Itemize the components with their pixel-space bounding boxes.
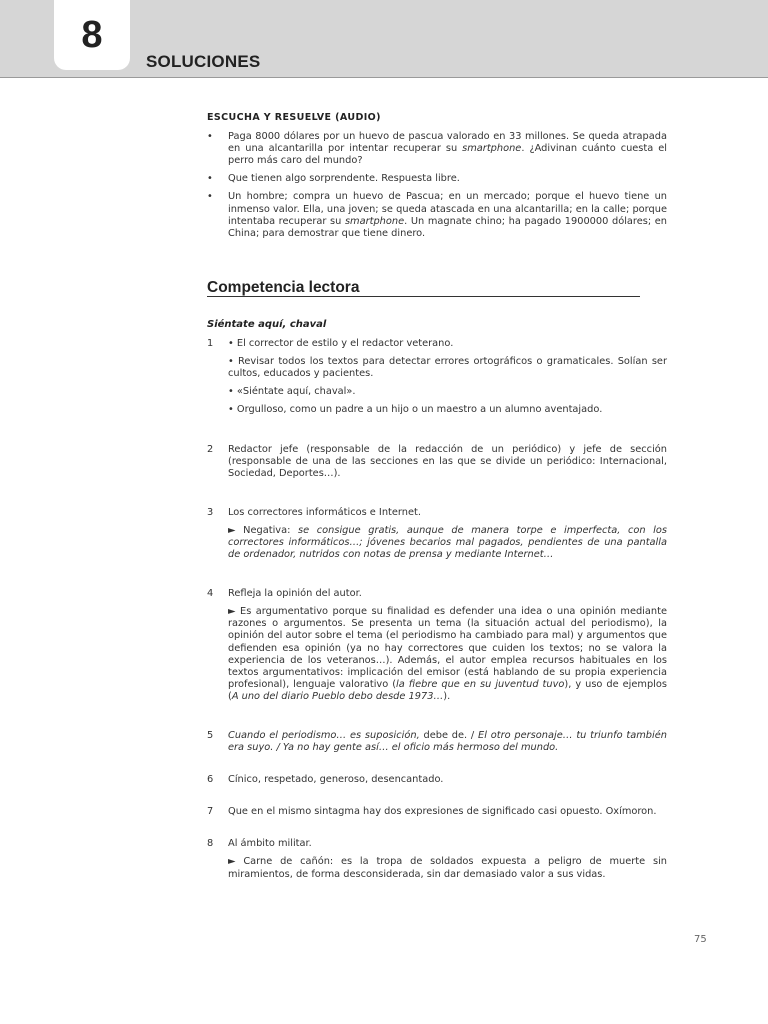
list-item: • Paga 8000 dólares por un huevo de pascua valorado en 33 millones. Se queda atrapada en una alcantarilla por intentar recuperar su smartphone. ¿Adivinan cuánto cuesta el perro más caro del mundo? bbox=[207, 131, 668, 167]
answer-number: 1 bbox=[207, 338, 214, 350]
section-title: SOLUCIONES bbox=[146, 52, 261, 71]
arrow-icon: ► bbox=[228, 856, 236, 868]
list-item: • Que tienen algo sorprendente. Respuesta libre. bbox=[207, 173, 460, 185]
audio-heading: ESCUCHA Y RESUELVE (AUDIO) bbox=[207, 112, 381, 123]
arrow-icon: ► bbox=[228, 606, 236, 618]
answer-item: 3 Los correctores informáticos e Internet. ► Negativa: se consigue gratis, aunque de manera torpe e imperfecta, con los correctores informáticos…; jóvenes becarios mal pagados, pendientes de una pantalla de ordenador, nutridos con notas de prensa y mediante Internet… bbox=[207, 506, 667, 561]
competencia-title: Competencia lectora bbox=[207, 282, 640, 297]
bullet-icon: • bbox=[207, 131, 213, 143]
answer-item: 1 • El corrector de estilo y el redactor veterano. • Revisar todos los textos para detectar errores ortográficos o gramaticales. Solían ser cultos, educados y pacientes. • «Siéntate aquí, chaval». • Orgulloso, como un padre a un hijo o un maestro a un alumno aventajado. bbox=[207, 338, 667, 416]
answer-item: 2 Redactor jefe (responsable de la redacción de un periódico) y jefe de sección (responsable de una de las secciones en las que se divide un periódico: Internacional, Sociedad, Deportes…). bbox=[207, 443, 667, 479]
answer-item: 8 Al ámbito militar. ► Carne de cañón: es la tropa de soldados expuesta a peligro de muerte sin miramientos, de forma desconsiderada, sin dar demasiado valor a sus vidas. bbox=[207, 838, 667, 880]
answer-number: 3 bbox=[207, 506, 214, 518]
reading-title: Siéntate aquí, chaval bbox=[207, 318, 327, 330]
bullet-icon: • bbox=[207, 191, 213, 203]
answer-number: 6 bbox=[207, 774, 214, 786]
audio-answers bbox=[207, 131, 667, 240]
page-content bbox=[207, 112, 667, 901]
page-number: 75 bbox=[694, 934, 707, 945]
bullet-icon: • bbox=[207, 173, 213, 185]
answer-item: 5 Cuando el periodismo… es suposición, debe de. / El otro personaje… tu triunfo también era suyo. / Ya no hay gente así… el oficio más hermoso del mundo. bbox=[207, 730, 667, 754]
arrow-icon: ► bbox=[228, 524, 236, 536]
answer-item: 4 Refleja la opinión del autor. ► Es argumentativo porque su finalidad es defender una idea o una opinión mediante razones o argumentos. Se presenta un tema (la situación actual del periodismo), la opinión del autor sobre el tema (el periodismo ha cambiado para mal) y argumentos que defienden esa opinión (ya no hay correctores que cuiden los textos; no se valora la experiencia de los veteranos…). Además, el autor emplea recursos habituales en los textos argumentativos: implicación del emisor (está hablando de su propia experiencia profesional), lenguaje valorativo (la fiebre que en su juventud tuvo), y uso de ejemplos (A uno del diario Pueblo debo desde 1973…). bbox=[207, 588, 668, 702]
list-item: • Un hombre; compra un huevo de Pascua; en un mercado; porque el huevo tiene un inmenso valor. Ella, una joven; se queda atascada en una alcantarilla; en la calle; porque intentaba recuperar su smartphone. Un magnate chino; ha pagado 1900000 dólares; en China; para demostrar que tiene dinero. bbox=[207, 191, 667, 239]
answer-item: 6 Cínico, respetado, generoso, desencantado. bbox=[207, 774, 444, 786]
answer-number: 5 bbox=[207, 730, 214, 741]
answer-number: 7 bbox=[207, 806, 214, 818]
answer-number: 2 bbox=[207, 443, 214, 455]
answer-number: 4 bbox=[207, 588, 214, 600]
chapter-number: 8 bbox=[54, 0, 130, 70]
answer-item: 7 Que en el mismo sintagma hay dos expresiones de significado casi opuesto. Oxímoron. bbox=[207, 806, 657, 818]
answer-number: 8 bbox=[207, 838, 214, 850]
